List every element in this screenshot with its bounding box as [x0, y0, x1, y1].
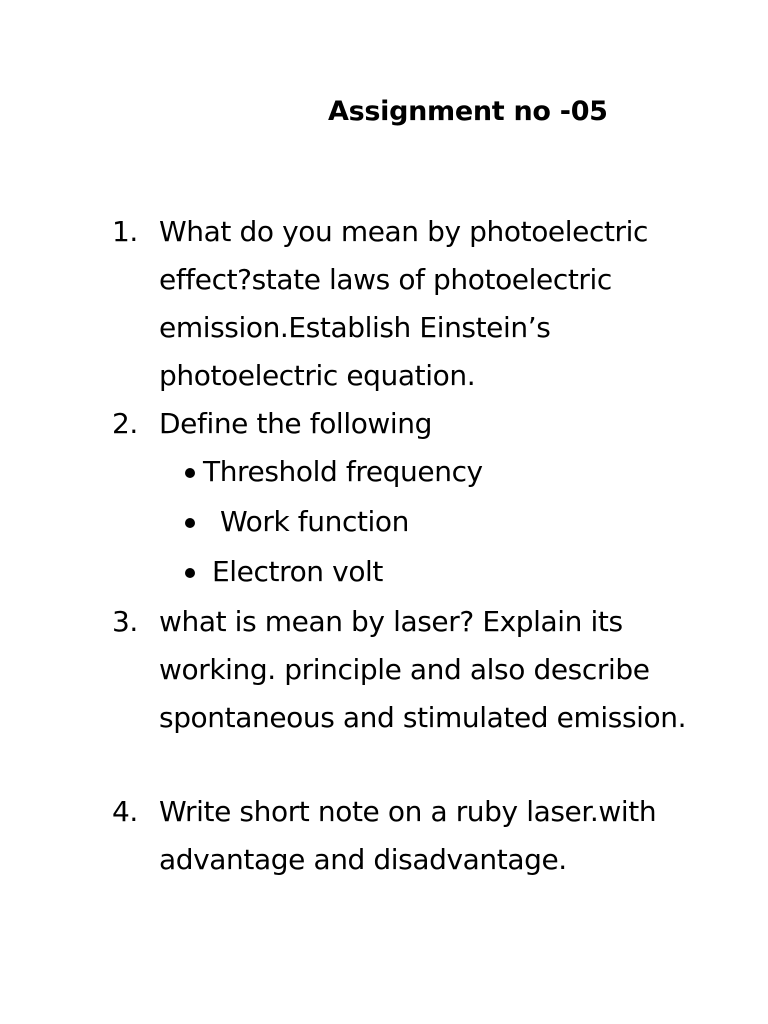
- question-item-4: [108, 788, 708, 884]
- bullet-text: Work function: [220, 505, 409, 538]
- question-item-1: [108, 208, 708, 400]
- bullet-text: Threshold frequency: [203, 455, 483, 488]
- question-text: what is mean by laser? Explain its working. principle and also describe spontaneous and stimulated emission.: [159, 605, 687, 734]
- question-item-3: [108, 598, 708, 788]
- question-number: 2.: [112, 407, 138, 440]
- bullet-list: [159, 448, 708, 598]
- question-number: 3.: [112, 605, 138, 638]
- bullet-icon: [185, 518, 195, 528]
- bullet-item-threshold-frequency: [159, 448, 708, 498]
- bullet-item-work-function: [159, 498, 708, 548]
- question-number: 1.: [112, 215, 138, 248]
- bullet-icon: [185, 468, 195, 478]
- question-number: 4.: [112, 795, 138, 828]
- question-list: [108, 208, 708, 884]
- question-text: Define the following: [159, 407, 433, 440]
- question-item-2: [108, 400, 708, 598]
- question-text: What do you mean by photoelectric effect?state laws of photoelectric emission.Establish Einstein’s photoelectric equation.: [159, 215, 649, 392]
- bullet-text: Electron volt: [212, 555, 384, 588]
- bullet-icon: [185, 568, 195, 578]
- question-text: Write short note on a ruby laser.with advantage and disadvantage.: [159, 795, 657, 876]
- page-title: Assignment no -05: [328, 96, 608, 127]
- bullet-item-electron-volt: [159, 548, 708, 598]
